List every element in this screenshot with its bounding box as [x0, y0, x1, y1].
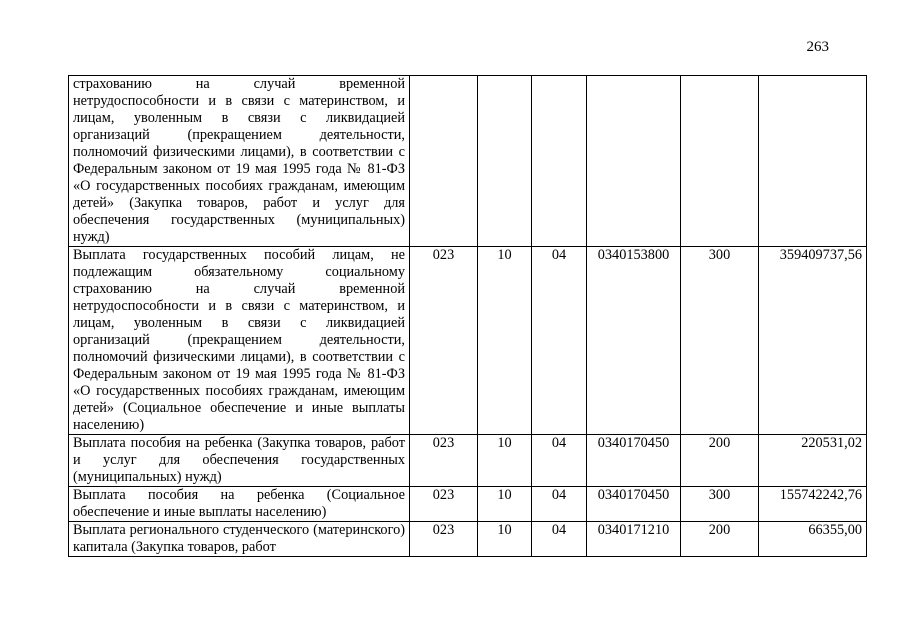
expense-type-code: 300	[681, 247, 759, 435]
ved-code: 023	[410, 247, 478, 435]
amount: 155742242,76	[759, 487, 867, 522]
subsection-code: 04	[532, 435, 587, 487]
table-row	[69, 522, 867, 557]
target-article-code: 0340171210	[587, 522, 681, 557]
subsection-code: 04	[532, 247, 587, 435]
page-number: 263	[806, 39, 829, 55]
row-description: Выплата пособия на ребенка (Закупка товаров, работ и услуг для обеспечения государственных (муниципальных) нужд)	[69, 435, 410, 487]
section-code: 10	[478, 435, 532, 487]
expense-type-code: 300	[681, 487, 759, 522]
expense-type-code	[681, 76, 759, 247]
row-description: Выплата регионального студенческого (материнского) капитала (Закупка товаров, работ	[69, 522, 410, 557]
subsection-code	[532, 76, 587, 247]
amount: 66355,00	[759, 522, 867, 557]
budget-table	[68, 75, 867, 557]
subsection-code: 04	[532, 522, 587, 557]
target-article-code: 0340170450	[587, 487, 681, 522]
ved-code: 023	[410, 522, 478, 557]
table-row	[69, 435, 867, 487]
amount	[759, 76, 867, 247]
target-article-code	[587, 76, 681, 247]
section-code: 10	[478, 487, 532, 522]
row-description: Выплата государственных пособий лицам, не подлежащим обязательному социальному страхованию на случай временной нетрудоспособности и в связи с материнством, и лицам, уволенным в связи с ликвидацией организаций (прекращением деятельности, полномочий физическими лицами), в соответствии с Федеральным законом от 19 мая 1995 года № 81-ФЗ «О государственных пособиях гражданам, имеющим детей» (Социальное обеспечение и иные выплаты населению)	[69, 247, 410, 435]
ved-code: 023	[410, 435, 478, 487]
section-code: 10	[478, 247, 532, 435]
section-code	[478, 76, 532, 247]
row-description: Выплата пособия на ребенка (Социальное обеспечение и иные выплаты населению)	[69, 487, 410, 522]
target-article-code: 0340170450	[587, 435, 681, 487]
amount: 220531,02	[759, 435, 867, 487]
table-row	[69, 247, 867, 435]
section-code: 10	[478, 522, 532, 557]
target-article-code: 0340153800	[587, 247, 681, 435]
expense-type-code: 200	[681, 435, 759, 487]
table-row	[69, 76, 867, 247]
amount: 359409737,56	[759, 247, 867, 435]
subsection-code: 04	[532, 487, 587, 522]
row-description: страхованию на случай временной нетрудоспособности и в связи с материнством, и лицам, уволенным в связи с ликвидацией организаций (прекращением деятельности, полномочий физическими лицами), в соответствии с Федеральным законом от 19 мая 1995 года № 81-ФЗ «О государственных пособиях гражданам, имеющим детей» (Закупка товаров, работ и услуг для обеспечения государственных (муниципальных) нужд)	[69, 76, 410, 247]
table-row	[69, 487, 867, 522]
ved-code: 023	[410, 487, 478, 522]
expense-type-code: 200	[681, 522, 759, 557]
ved-code	[410, 76, 478, 247]
